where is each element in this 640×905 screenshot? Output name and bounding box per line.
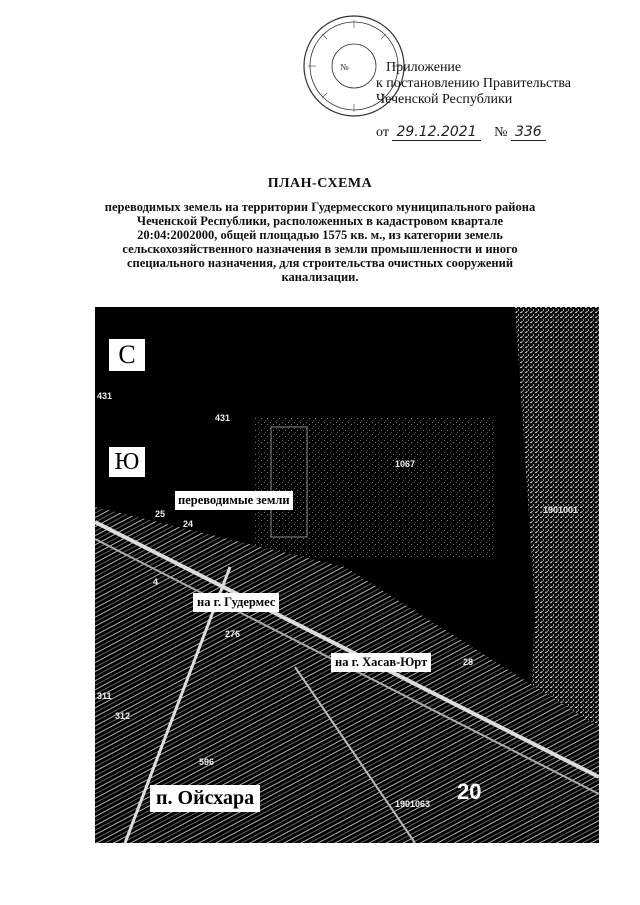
parcel-label: 1901001 (543, 505, 579, 515)
parcel-label: 311 (97, 691, 112, 701)
parcel-label: 431 (215, 413, 231, 423)
date-value: 29.12.2021 (392, 124, 480, 141)
appendix-line2: к постановлению Правительства (376, 76, 572, 91)
appendix-line3: Чеченской Республики (376, 92, 513, 107)
road-to-khasavyurt-label: на г. Хасав-Юрт (331, 653, 431, 672)
date-prefix: от (376, 125, 389, 140)
parcel-label: 25 (155, 509, 166, 519)
plan-description: переводимых земель на территории Гудермесского муниципального района Чеченской Республики, расположенных в кадастровом квартале 20:04:2002000, общей площадью 1575 кв. м., из категории земель сельскохозяйственного назначения в земли промышленности и иного специального назначения, для строительства очистных сооружений канализации. (104, 200, 536, 284)
settlement-oyskhara-label: п. Ойсхара (150, 785, 260, 812)
parcel-label: 24 (183, 519, 194, 529)
number-value: 336 (511, 124, 546, 141)
parcel-label: 4 (153, 577, 159, 587)
svg-text:№: № (340, 62, 349, 72)
quarter-number-label: 20 (457, 779, 482, 804)
page-title: ПЛАН-СХЕМА (267, 176, 373, 191)
appendix-line1: Приложение (386, 60, 462, 75)
map-graphics (95, 307, 599, 843)
cadastral-map (95, 307, 599, 843)
compass-south-label: Ю (109, 447, 145, 477)
parcel-label: 1901063 (395, 799, 431, 809)
appendix-date-line (376, 124, 546, 141)
number-prefix: № (494, 125, 508, 140)
transferred-land-label: переводимые земли (175, 491, 293, 510)
parcel-label: 431 (97, 391, 113, 401)
parcel-label: 312 (115, 711, 131, 721)
parcel-label: 276 (225, 629, 241, 639)
compass-north-label: С (109, 339, 145, 371)
parcel-label: 596 (199, 757, 215, 767)
road-to-gudermes-label: на г. Гудермес (193, 593, 279, 612)
parcel-label: 1067 (395, 459, 416, 469)
appendix-block (376, 60, 572, 108)
parcel-label: 28 (463, 657, 474, 667)
